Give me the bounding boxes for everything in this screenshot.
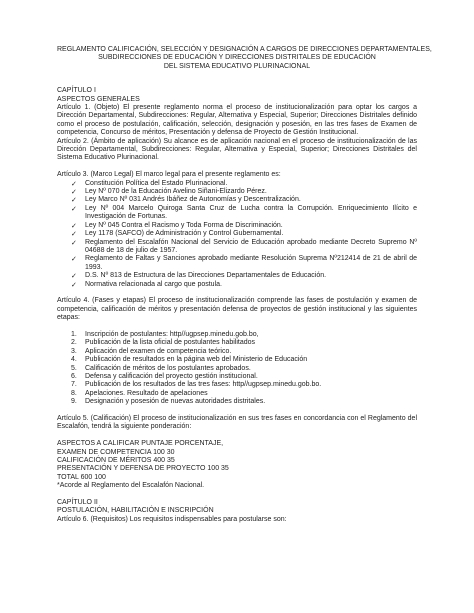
chapter-1-heading: CAPÍTULO I xyxy=(57,87,96,95)
article-5-intro: Artículo 5. (Calificación) El proceso de institucionalización en sus tres fases en concordancia con el Reglamento del Escalafón, tendrá la siguiente ponderación: xyxy=(57,415,417,431)
check-icon: ✓ xyxy=(71,196,77,205)
scoring-line: PRESENTACIÓN Y DEFENSA DE PROYECTO 100 35 xyxy=(57,465,229,473)
list-item: ✓ Ley Nº 045 Contra el Racismo y Toda Forma de Discriminación. xyxy=(71,221,283,230)
article-6: Artículo 6. (Requisitos) Los requisitos indispensables para postularse son: xyxy=(57,515,287,523)
article-4-intro: Artículo 4. (Fases y etapas) El proceso de institucionalización comprende las fases de postulación y examen de competencia, calificación de méritos y presentación defensa de proyectos de gestión institucional y las siguientes etapas: xyxy=(57,297,417,322)
scoring-line: EXAMEN DE COMPETENCIA 100 30 xyxy=(57,448,175,456)
scoring-table xyxy=(57,440,417,490)
check-icon: ✓ xyxy=(71,255,77,264)
list-item: ✓ Ley Nº 004 Marcelo Quiroga Santa Cruz de Lucha contra la Corrupción. Enriquecimiento Ilícito e Investigación de Fortunas. xyxy=(71,204,417,221)
list-item: 5. Calificación de méritos de los postulantes aprobados. xyxy=(71,364,251,372)
scoring-note: *Acorde al Reglamento del Escalafón Nacional. xyxy=(57,482,205,490)
list-item: 1. Inscripción de postulantes: http//ugpsep.minedu.gob.bo, xyxy=(71,330,259,338)
list-item: ✓ Reglamento de Faltas y Sanciones aprobado mediante Resolución Suprema Nº212414 de 21 de abril de 1993. xyxy=(71,255,417,271)
scoring-line: ASPECTOS A CALIFICAR PUNTAJE PORCENTAJE, xyxy=(57,440,224,448)
list-item: ✓ Ley 1178 (SAFCO) de Administración y Control Gubernamental. xyxy=(71,230,284,239)
check-icon: ✓ xyxy=(71,272,77,281)
stages-list xyxy=(57,331,417,407)
list-item: 2. Publicación de la lista oficial de postulantes habilitados xyxy=(71,339,256,347)
list-item: 7. Publicación de los resultados de las tres fases: http//ugpsep.minedu.gob.bo. xyxy=(71,381,322,389)
scoring-line: CALIFICACIÓN DE MÉRITOS 400 35 xyxy=(57,457,175,465)
chapter-2-heading: CAPÍTULO II xyxy=(57,499,98,507)
article-2: Artículo 2. (Ámbito de aplicación) Su alcance es de aplicación nacional en el proceso de institucionalización de las Dirección Departamental, Subdirecciones: Regular, Alternativa y Especial, Superior; Direcciones Distritales del Sistema Educativo Plurinacional. xyxy=(57,137,417,162)
check-icon: ✓ xyxy=(71,188,77,197)
scoring-line: TOTAL 600 100 xyxy=(57,473,106,481)
check-icon: ✓ xyxy=(71,280,77,289)
list-item: ✓ Ley Nº 070 de la Educación Avelino Siñani-Elizardo Pérez. xyxy=(71,188,267,197)
check-icon: ✓ xyxy=(71,230,77,239)
check-icon: ✓ xyxy=(71,204,77,213)
document-title xyxy=(57,46,432,71)
title-line: SUBDIRECCIONES DE EDUCACIÓN Y DIRECCIONES DISTRITALES DE EDUCACIÓN xyxy=(98,54,376,62)
list-item: ✓ D.S. Nº 813 de Estructura de las Direcciones Departamentales de Educación. xyxy=(71,272,327,281)
article-3-intro: Artículo 3. (Marco Legal) El marco legal para el presente reglamento es: xyxy=(57,171,281,179)
check-icon: ✓ xyxy=(71,221,77,230)
list-item: 3. Aplicación del examen de competencia teórico. xyxy=(71,347,232,355)
chapter-1-subheading: ASPECTOS GENERALES xyxy=(57,95,140,103)
list-item: 4. Publicación de resultados en la página web del Ministerio de Educación xyxy=(71,356,308,364)
list-item: 6. Defensa y calificación del proyecto gestión institucional. xyxy=(71,372,258,380)
list-item: 9. Designación y posesión de nuevas autoridades distritales. xyxy=(71,398,266,406)
list-item: ✓ Normativa relacionada al cargo que postula. xyxy=(71,280,222,289)
list-item: ✓ Ley Marco Nº 031 Andrés Ibáñez de Autonomías y Descentralización. xyxy=(71,196,301,205)
check-icon: ✓ xyxy=(71,238,77,247)
legal-framework-list xyxy=(57,180,417,289)
list-item: 8. Apelaciones. Resultado de apelaciones xyxy=(71,389,208,397)
title-line: DEL SISTEMA EDUCATIVO PLURINACIONAL xyxy=(163,62,311,70)
article-1: Artículo 1. (Objeto) El presente reglamento norma el proceso de institucionalización para optar los cargos a Dirección Departamental, Subdirecciones: Regular, Alternativa y Especial, Superior; Direcciones Distritales definido como el proceso de postulación, calificación, selección, designación y posesión, en las tres fases de Examen de competencia, Concurso de méritos, Presentación y defensa de Proyecto de Gestión Institucional. xyxy=(57,104,417,137)
list-item: ✓ Constitución Política del Estado Plurinacional. xyxy=(71,179,228,188)
chapter-2-subheading: POSTULACIÓN, HABILITACIÓN E INSCRIPCIÓN xyxy=(57,507,214,515)
title-line: REGLAMENTO CALIFICACIÓN, SELECCIÓN Y DESIGNACIÓN A CARGOS DE DIRECCIONES DEPARTAMENTALES, xyxy=(57,46,432,53)
check-icon: ✓ xyxy=(71,179,77,188)
list-item: ✓ Reglamento del Escalafón Nacional del Servicio de Educación aprobado mediante Decreto Supremo Nº 04688 de 18 de julio de 1957. xyxy=(71,238,417,254)
